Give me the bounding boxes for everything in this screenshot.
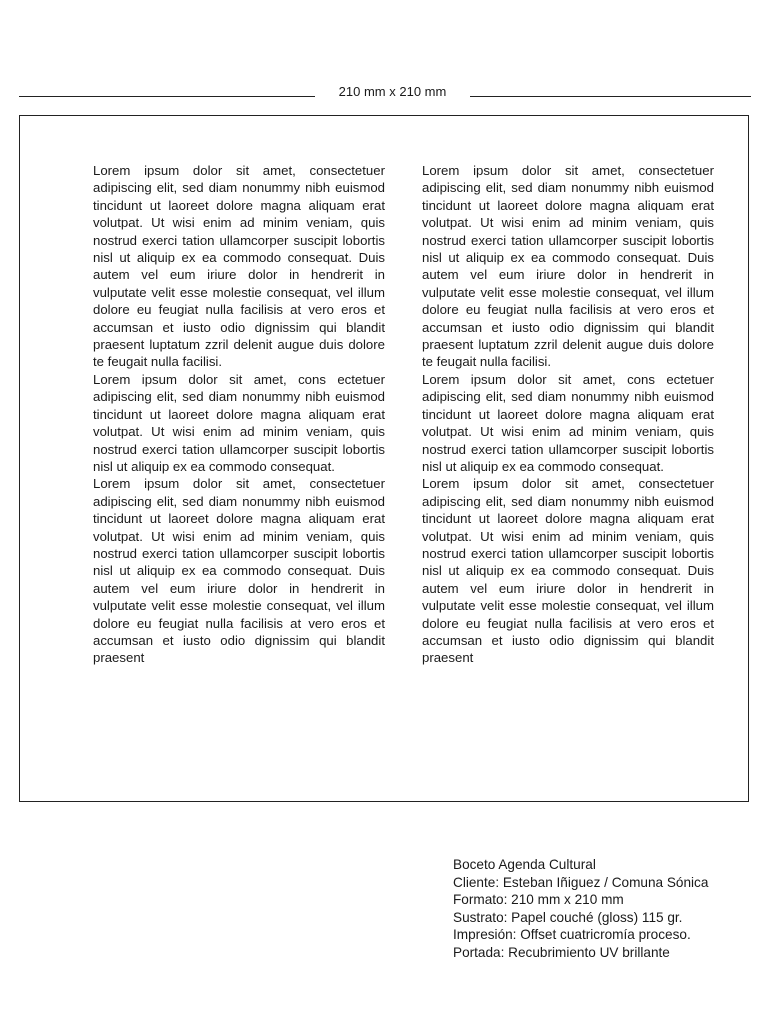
dimension-indicator: [19, 82, 751, 102]
spec-format: Formato: 210 mm x 210 mm: [453, 892, 624, 908]
spec-cover: Portada: Recubrimiento UV brillante: [453, 944, 670, 960]
spec-title: Boceto Agenda Cultural: [453, 857, 596, 872]
dimension-label: 210 mm x 210 mm: [338, 84, 447, 99]
text-column-right: [422, 162, 714, 667]
paragraph: Lorem ipsum dolor sit amet, consectetuer adipiscing elit, sed diam nonummy nibh euismod tincidunt ut laoreet dolore magna aliquam erat volutpat. Ut wisi enim ad minim veniam, quis nostrud exerci tation ullamcorper suscipit lobortis nisl ut aliquip ex ea commodo consequat. Duis autem vel eum iriure dolor in hendrerit in vulputate velit esse molestie consequat, vel illum dolore eu feugiat nulla facilisis at vero eros et accumsan et iusto odio dignissim qui blandit praesent luptatum zzril delenit augue duis dolore te feugait nulla facilisi.: [93, 163, 385, 370]
spec-printing: Impresión: Offset cuatricromía proceso.: [453, 927, 691, 943]
paragraph: Lorem ipsum dolor sit amet, consectetuer adipiscing elit, sed diam nonummy nibh euismod tincidunt ut laoreet dolore magna aliquam erat volutpat. Ut wisi enim ad minim veniam, quis nostrud exerci tation ullamcorper suscipit lobortis nisl ut aliquip ex ea commodo consequat. Duis autem vel eum iriure dolor in hendrerit in vulputate velit esse molestie consequat, vel illum dolore eu feugiat nulla facilisis at vero eros et accumsan et iusto odio dignissim qui blandit praesent: [93, 476, 385, 666]
paragraph: Lorem ipsum dolor sit amet, consectetuer adipiscing elit, sed diam nonummy nibh euismod tincidunt ut laoreet dolore magna aliquam erat volutpat. Ut wisi enim ad minim veniam, quis nostrud exerci tation ullamcorper suscipit lobortis nisl ut aliquip ex ea commodo consequat. Duis autem vel eum iriure dolor in hendrerit in vulputate velit esse molestie consequat, vel illum dolore eu feugiat nulla facilisis at vero eros et accumsan et iusto odio dignissim qui blandit praesent: [422, 476, 714, 666]
paragraph: Lorem ipsum dolor sit amet, consectetuer adipiscing elit, sed diam nonummy nibh euismod tincidunt ut laoreet dolore magna aliquam erat volutpat. Ut wisi enim ad minim veniam, quis nostrud exerci tation ullamcorper suscipit lobortis nisl ut aliquip ex ea commodo consequat. Duis autem vel eum iriure dolor in hendrerit in vulputate velit esse molestie consequat, vel illum dolore eu feugiat nulla facilisis at vero eros et accumsan et iusto odio dignissim qui blandit praesent luptatum zzril delenit augue duis dolore te feugait nulla facilisi.: [422, 163, 714, 370]
spec-sheet: [453, 856, 753, 962]
dimension-line-left: [19, 96, 315, 97]
paragraph: Lorem ipsum dolor sit amet, cons ectetuer adipiscing elit, sed diam nonummy nibh euismod tincidunt ut laoreet dolore magna aliquam erat volutpat. Ut wisi enim ad minim veniam, quis nostrud exerci tation ullamcorper suscipit lobortis nisl ut aliquip ex ea commodo consequat.: [93, 371, 385, 474]
spec-client: Cliente: Esteban Iñiguez / Comuna Sónica: [453, 874, 709, 890]
text-column-left: [93, 162, 385, 667]
dimension-line-right: [470, 96, 751, 97]
spec-substrate: Sustrato: Papel couché (gloss) 115 gr.: [453, 909, 683, 925]
paragraph: Lorem ipsum dolor sit amet, cons ectetuer adipiscing elit, sed diam nonummy nibh euismod tincidunt ut laoreet dolore magna aliquam erat volutpat. Ut wisi enim ad minim veniam, quis nostrud exerci tation ullamcorper suscipit lobortis nisl ut aliquip ex ea commodo consequat.: [422, 371, 714, 474]
